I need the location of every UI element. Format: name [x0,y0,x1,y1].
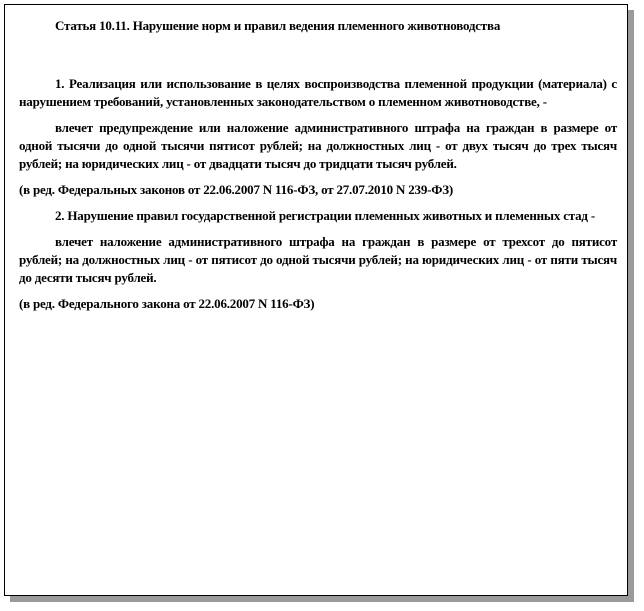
spacer [19,287,617,295]
text-frame [4,4,628,596]
paragraph-penalty-2: влечет наложение административного штрафа на граждан в размере от трехсот до пятисот рублей; на должностных лиц - от пятисот до одной тысячи рублей; на юридических лиц - от пяти тысяч до десяти тысяч рублей. [19,234,617,285]
amendment-note-1: (в ред. Федеральных законов от 22.06.2007 N 116-ФЗ, от 27.07.2010 N 239-ФЗ) [19,182,454,197]
paragraph-part-1: 1. Реализация или использование в целях воспроизводства племенной продукции (материала) с нарушением требований, установленных законодательством о племенном животноводстве, - [19,76,617,109]
paragraph-penalty-1: влечет предупреждение или наложение административного штрафа на граждан в размере от одной тысячи до одной тысячи пятисот рублей; на должностных лиц - от двух тысяч до трех тысяч рублей; на юридических лиц - от двадцати тысяч до тридцати тысяч рублей. [19,120,617,171]
amendment-note-2: (в ред. Федерального закона от 22.06.2007 N 116-ФЗ) [19,296,315,311]
spacer [19,173,617,181]
spacer [19,111,617,119]
article-content [19,17,617,313]
spacer [19,35,617,75]
spacer [19,199,617,207]
article-title: Статья 10.11. Нарушение норм и правил ведения племенного животноводства [55,18,501,33]
spacer [19,225,617,233]
paragraph-part-2: 2. Нарушение правил государственной регистрации племенных животных и племенных стад - [55,208,595,223]
